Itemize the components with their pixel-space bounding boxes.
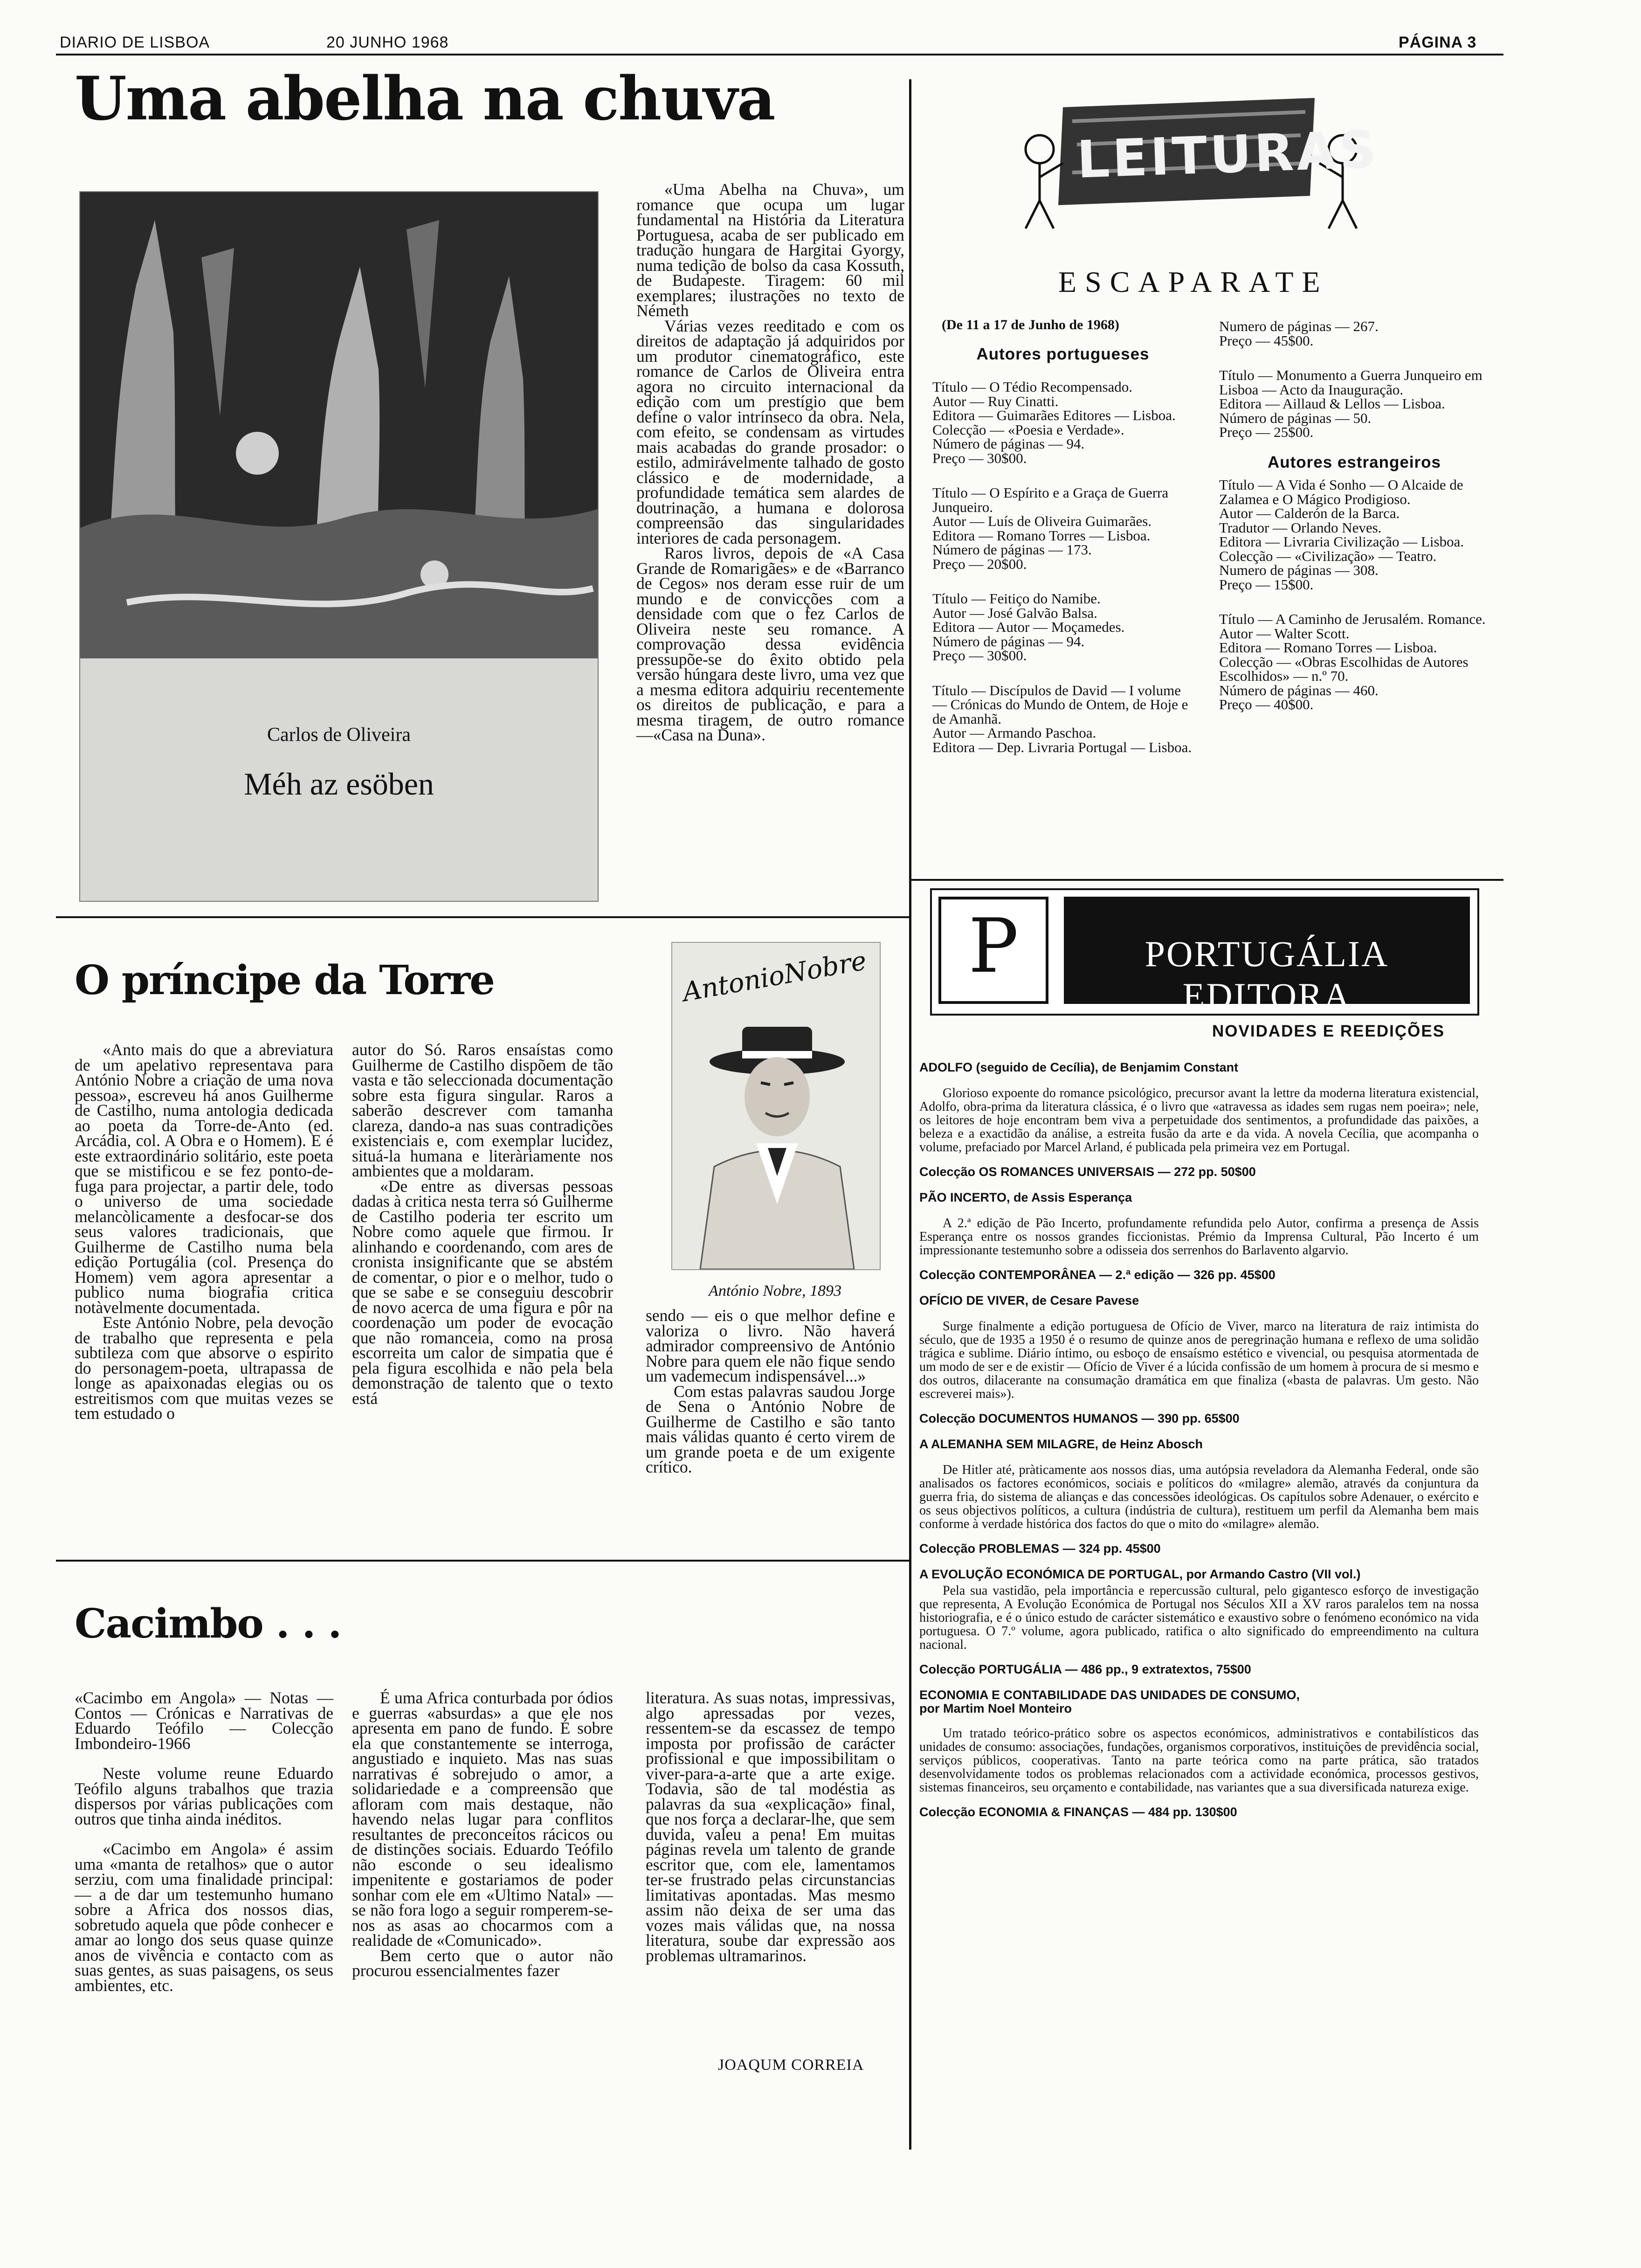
book-entry: Título — Discípulos de David — I volume — Crónicas do Mundo de Ontem, de Hoje e de Amanhã. Autor — Armando Paschoa. Editora — Dep. Livraria Portugal — Lisboa. [932,682,1192,755]
nobre-photo [671,942,881,1270]
book-item [919,1061,1479,1179]
paragraph: «Cacimbo em Angola» — Notas — Contos — Crónicas e Narrativas de Eduardo Teófilo — Colecção Imbondeiro-1966 [75,1688,333,1753]
book-item [919,1688,1479,1819]
book-entry: Título — A Caminho de Jerusalém. Romance. Autor — Walter Scott. Editora — Romano Torres — Lisboa. Colecção — «Obras Escolhidas de Autores Escolhidos» — n.º 70. Número de páginas — 460. Preço — 40$00. [1219,611,1486,712]
cover-author: Carlos de Oliveira [267,724,411,746]
book-title: OFÍCIO DE VIVER, de Cesare Pavese [919,1293,1139,1307]
photo-signature: AntonioNobre [680,945,869,1008]
book-title: A ALEMANHA SEM MILAGRE, de Heinz Abosch [919,1437,1203,1451]
book-title: ECONOMIA E CONTABILIDADE DAS UNIDADES DE CONSUMO, por Martim Noel Monteiro [919,1688,1300,1715]
portugalia-book-list [919,1061,1479,1819]
paragraph: É uma Africa conturbada por ódios e guerras «absurdas» a que ele nos apresenta em pano de fundo. É sobre ela que constantemente se interroga, angustiado e inquieto. Mas nas suas narrativas é sobrejudo o amor, a solidariedade e a compreensão que afloram com mais destaque, não havendo nelas lugar para conflitos resultantes de preconceitos rácicos ou de distinções sociais. Eduardo Teófilo não esconde o seu idealismo impenitente e gostariamos de poder sonhar com ele em «Ultimo Natal» — se não fora logo a seguir romperem-se-nos as asas ao chocarmos com a realidade de «Comunicado». [352,1688,613,1950]
book-entry: Título — Feitiço do Namibe. Autor — José Galvão Balsa. Editora — Autor — Moçamedes. Número de páginas — 94. Preço — 30$00. [932,590,1125,664]
section-autores-estrangeiros: Autores estrangeiros [1267,453,1441,471]
book-cover [79,191,599,902]
book-title: A EVOLUÇÃO ECONÓMICA DE PORTUGAL, por Armando Castro (VII vol.) [919,1567,1361,1581]
leituras-logo [1007,79,1380,233]
divider-escaparate [911,879,1503,881]
cover-title: Méh az esöben [244,766,434,802]
abelha-text [636,182,904,743]
book-item [919,1191,1479,1282]
header-rule [56,54,1503,55]
book-item [919,1568,1479,1676]
headline-cacimbo: Cacimbo . . . [75,1600,341,1647]
headline-principe: O príncipe da Torre [75,957,494,1004]
book-entry: Título — O Tédio Recompensado. Autor — Ruy Cinatti. Editora — Guimarães Editores — Lisboa. Colecção — «Poesia e Verdade». Número de páginas — 94. Preço — 30$00. [932,379,1176,466]
principe-col1 [75,1042,333,1421]
paragraph: Neste volume reune Eduardo Teófilo alguns trabalhos que trazia dispersos por várias publicações com outros que tinha ainda inéditos. [75,1764,333,1828]
book-description: Pela sua vastidão, pela importância e repercussão cultural, pelo gigantesco esforço de investigação que representa, A Evolução Económica de Portugal nos Séculos XII a XV raros paralelos tem na nossa historiografia, e é o único estudo de carácter sistemático e exaustivo sobre o fenómeno económico na vida portuguesa. O 7.º volume, agora publicado, ratifica o alto significado do empreendimento na cultura nacional. [919,1583,1479,1652]
cacimbo-col2 [352,1690,613,1978]
book-description: De Hitler até, pràticamente aos nossos dias, uma autópsia reveladora da Alemanha Federal, onde são analisados os factores económicos, sociais e políticos do «milagre» alemão, através da conjuntura da guerra fria, do sistema de alianças e das concessões ideológicas. Os capítulos sobre Adenauer, o exército e os seus objectivos políticos, a cultura (indústria de cultura), restituem um perfil da Alemanha bem mais conforme à verdade histórica dos factos do que o mito do «milagre» alemão. [919,1463,1479,1531]
paragraph: «Uma Abelha na Chuva», um romance que ocupa um lugar fundamental na História da Literatura Portuguesa, acaba de ser publicado em tradução hungara de Hargitai Gyorgy, numa tedição de bolso da casa Kossuth, de Budapeste. Tiragem: 60 mil exemplares; ilustrações no texto de Németh [636,180,904,320]
book-collection: Colecção PROBLEMAS — 324 pp. 45$00 [919,1542,1161,1556]
book-collection: Colecção OS ROMANCES UNIVERSAIS — 272 pp. 50$00 [919,1165,1256,1179]
cover-illustration [80,192,598,658]
paragraph: Bem certo que o autor não procurou essencialmentes fazer [352,1946,613,1980]
book-description: Glorioso expoente do romance psicológico, precursor avant la lettre da moderna literatura existencial, Adolfo, obra-prima da literatura clássica, é o livro que «atravessa as idades sem rugas nem poeira»; nele, os leitores de hoje encontram bem viva a perpetuidade dos sentimentos, a profundidade das paixões, a beleza e a exactidão da análise, a estreita fusão da arte e da vida. A novela Cecília, que acompanha o volume, prefaciado por Marcel Arland, é publicada pela primeira vez em Portugal. [919,1086,1479,1155]
principe-col2 [352,1042,613,1406]
paragraph: «Cacimbo em Angola» é assim uma «manta de retalhos» que o autor serziu, com uma finalidade principal: — a de dar um testemunho humano sobre a Africa dos nossos dias, sobretudo aquela que pôde conhecer e amar ao longo dos seus quase quinze anos de vivência e contacto com as suas gentes, as suas paisagens, os seus ambientes, etc. [75,1839,333,1995]
book-item [919,1294,1479,1425]
book-description: A 2.ª edição de Pão Incerto, profundamente refundida pelo Autor, confirma a presença de Assis Esperança entre os nossos grandes ficcionistas. Prémio da Imprensa Cultural, Pão Incerto é um impressionante testemunho sobre a odisseia dos serrenhos do Barlavento algarvio. [919,1216,1479,1258]
portrait-illustration [672,943,880,1269]
escaparate-right-list [1219,319,1489,712]
portugalia-name: PORTUGÁLIA EDITORA [1145,933,1389,1016]
escaparate-dates: (De 11 a 17 de Junho de 1968) [942,317,1119,332]
escaparate-title: ESCAPARATE [1058,265,1329,298]
cacimbo-signature: JOAQUM CORREIA [718,2056,864,2074]
section-autores-portugueses: Autores portugueses [976,345,1150,363]
book-title: PÃO INCERTO, de Assis Esperança [919,1190,1132,1204]
book-entry: Numero de páginas — 267. Preço — 45$00. [1219,318,1379,349]
novidades-heading: NOVIDADES E REEDIÇÕES [1212,1022,1445,1040]
book-entry: Título — O Espírito e a Graça de Guerra Junqueiro. Autor — Luís de Oliveira Guimarães. Editora — Romano Torres — Lisboa. Número de páginas — 173. Preço — 20$00. [932,484,1169,572]
book-collection: Colecção DOCUMENTOS HUMANOS — 390 pp. 65$00 [919,1411,1240,1425]
book-collection: Colecção PORTUGÁLIA — 486 pp., 9 extratextos, 75$00 [919,1662,1251,1676]
issue-date: 20 JUNHO 1968 [326,34,449,51]
page-number: PÁGINA 3 [1399,34,1477,51]
book-item [919,1438,1479,1556]
book-entry: Título — Monumento a Guerra Junqueiro em Lisboa — Acto da Inauguração. Editora — Aillaud & Lellos — Lisboa. Número de páginas — 50. Preço — 25$00. [1219,367,1482,440]
book-collection: Colecção CONTEMPORÂNEA — 2.ª edição — 326 pp. 45$00 [919,1268,1276,1282]
principe-col3 [646,1308,895,1475]
divider-article2 [56,1560,909,1562]
book-description: Surge finalmente a edição portuguesa de Ofício de Viver, marco na literatura de raiz intimista do século, que de 1935 a 1950 é o resumo de quinze anos de peregrinação humana e reflexo de uma solidão trágica e sublime. Diário íntimo, ou esboço de ensaísmo estético e vivencial, ou pesquisa atormentada de um modo de ser e de existir — Ofício de Viver é a lúcida confissão de um homem à procura de si mesmo e dos outros, dilacerante na consumação dramática em que finaliza («basta de palavras. Um gesto. Não escreverei mais»). [919,1319,1479,1401]
masthead: DIARIO DE LISBOA [60,34,210,51]
escaparate-left-list [932,380,1196,754]
divider-article1 [56,916,909,918]
book-description: Um tratado teórico-prático sobre os aspectos económicos, administrativos e contabilísticos das unidades de consumo: associações, fundações, organismos corporativos, instituições de previdência social, serviços públicos, cooperativas. Tanto na parte teórica como na parte prática, são tratados desenvolvidamente todos os problemas relacionados com a actividade económica, processos gestivos, sistemas financeiros, seu orçamento e contabilidade, nas variantes que a sua diversificada natureza exige. [919,1726,1479,1795]
paragraph: «De entre as diversas pessoas dadas à critica nesta terra só Guilherme de Castilho poderia ter escrito um Nobre como aquele que firmou. Ir alinhando e coordenando, com ares de cronista insignificante que se abstém de comentar, o pior e o melhor, tudo o que se sabe e se conseguiu descobrir de novo acerca de uma figura e pôr na coordenação um poder de evocação que não romanceia, como na prosa escorreita um calor de simpatia que é pela figura escolhida e não pela bela demonstração de talento que o texto está [352,1176,613,1408]
paragraph: «Anto mais do que a abreviatura de um apelativo representava para António Nobre a criação de uma nova pessoa», escreveu há anos Guilherme de Castilho, numa antologia dedicada ao poeta da Torre-de-Anto (ed. Arcádia, col. A Obra e o Homem). E é este extraordinário solitário, este poeta que se mistificou e se fez ponto-de-fuga para projectar, a partir dele, todo o universo de uma sociedade melancòlicamente a desfocar-se dos seus valores tradicionais, que Guilherme de Castilho numa bela edição Portugália (col. Presença do Homem) vem agora apresentar a publico numa biografia critica notàvelmente documentada. [75,1040,333,1317]
book-entry: Título — A Vida é Sonho — O Alcaide de Zalamea e O Mágico Prodigioso. Autor — Calderón de la Barca. Tradutor — Orlando Neves. Editora — Livraria Civilização — Lisboa. Colecção — «Civilização» — Teatro. Numero de páginas — 308. Preço — 15$00. [1219,477,1464,593]
book-title: ADOLFO (seguido de Cecília), de Benjamim Constant [919,1060,1239,1074]
book-collection: Colecção ECONOMIA & FINANÇAS — 484 pp. 130$00 [919,1805,1237,1819]
headline-abelha: Uma abelha na chuva [75,64,775,134]
paragraph: autor do Só. Raros ensaístas como Guilherme de Castilho dispõem de tão vasta e tão seleccionada documentação sobre esta figura singular. Raros a saberão descrever com tamanha clareza, dando-a nas suas contradições existenciais e, com exemplar lucidez, situá-la humana e literàriamente nos ambientes que a moldaram. [352,1040,613,1180]
paragraph: literatura. As suas notas, impressivas, algo apressadas por vezes, ressentem-se da escassez de tempo imposta por profissão de carácter profissional e que impossibilitam o viver-para-a-arte que a arte exige. Todavia, são de tal modéstia as palavras da sua «explicação» final, que nos força a declarar-lhe, que sem duvida, valeu a pena! Em muitas páginas revela um talento de grande escritor que, com ele, lamentamos ter-se frustrado pelas circunstancias limitativas apontadas. Mas mesmo assim não deixa de ser uma das vozes mais válidas que, na nossa literatura, soube dar expressão aos problemas ultramarinos. [646,1688,895,1965]
paragraph: Raros livros, depois de «A Casa Grande de Romarigães» e de «Barranco de Cegos» nos deram esse ruir de um mundo e de convicções com a densidade com que o fez Carlos de Oliveira neste seu romance. A comprovação dessa evidência pressupõe-se do êxito obtido pela versão húngara deste livro, uma vez que a mesma editora adquiriu recentemente os direitos de publicação, e para a mesma tiragem, de outro romance—«Casa na Duna». [636,544,904,744]
photo-caption: António Nobre, 1893 [709,1282,841,1300]
portugalia-name-bg [1064,897,1470,1016]
paragraph: Várias vezes reeditado e com os direitos de adaptação já adquiridos por um produtor cinematográfico, este romance de Carlos de Oliveira entra agora no circuito internacional da edição com um prestígio que bem define o valor intrínseco da obra. Nela, com efeito, se condensam as virtudes mais acabadas do grande prosador: o estilo, admirávelmente talhado de gosto clássico e de modernidade, a profundidade temática sem alardes de doutrinação, a humana e dolorosa compreensão das singularidades interiores de cada personagem. [636,316,904,547]
leituras-text: LEITURAS [1076,119,1380,190]
page-divider [909,79,911,2150]
cacimbo-col3 [646,1690,895,1963]
logo-letter: P [968,902,1019,989]
paragraph: Este António Nobre, pela devoção de trabalho que representa e pela subtileza com que absorve o espírito do personagem-poeta, ultrapassa de longe as apaixonadas elegias ou os estreitismos com que muitas vezes se tem estudado o [75,1313,333,1423]
paragraph: sendo — eis o que melhor define e valoriza o livro. Não haverá admirador compreensivo de António Nobre para quem ele não fique sendo um vademecum indispensável...» [646,1306,895,1385]
paragraph: Com estas palavras saudou Jorge de Sena o António Nobre de Guilherme de Castilho e são tanto mais válidas quanto é certo virem de um grande poeta e de um exigente crítico. [646,1382,895,1476]
cacimbo-col1 [75,1690,333,1993]
portugalia-banner [930,888,1479,1016]
portugalia-logo [938,897,1048,1004]
